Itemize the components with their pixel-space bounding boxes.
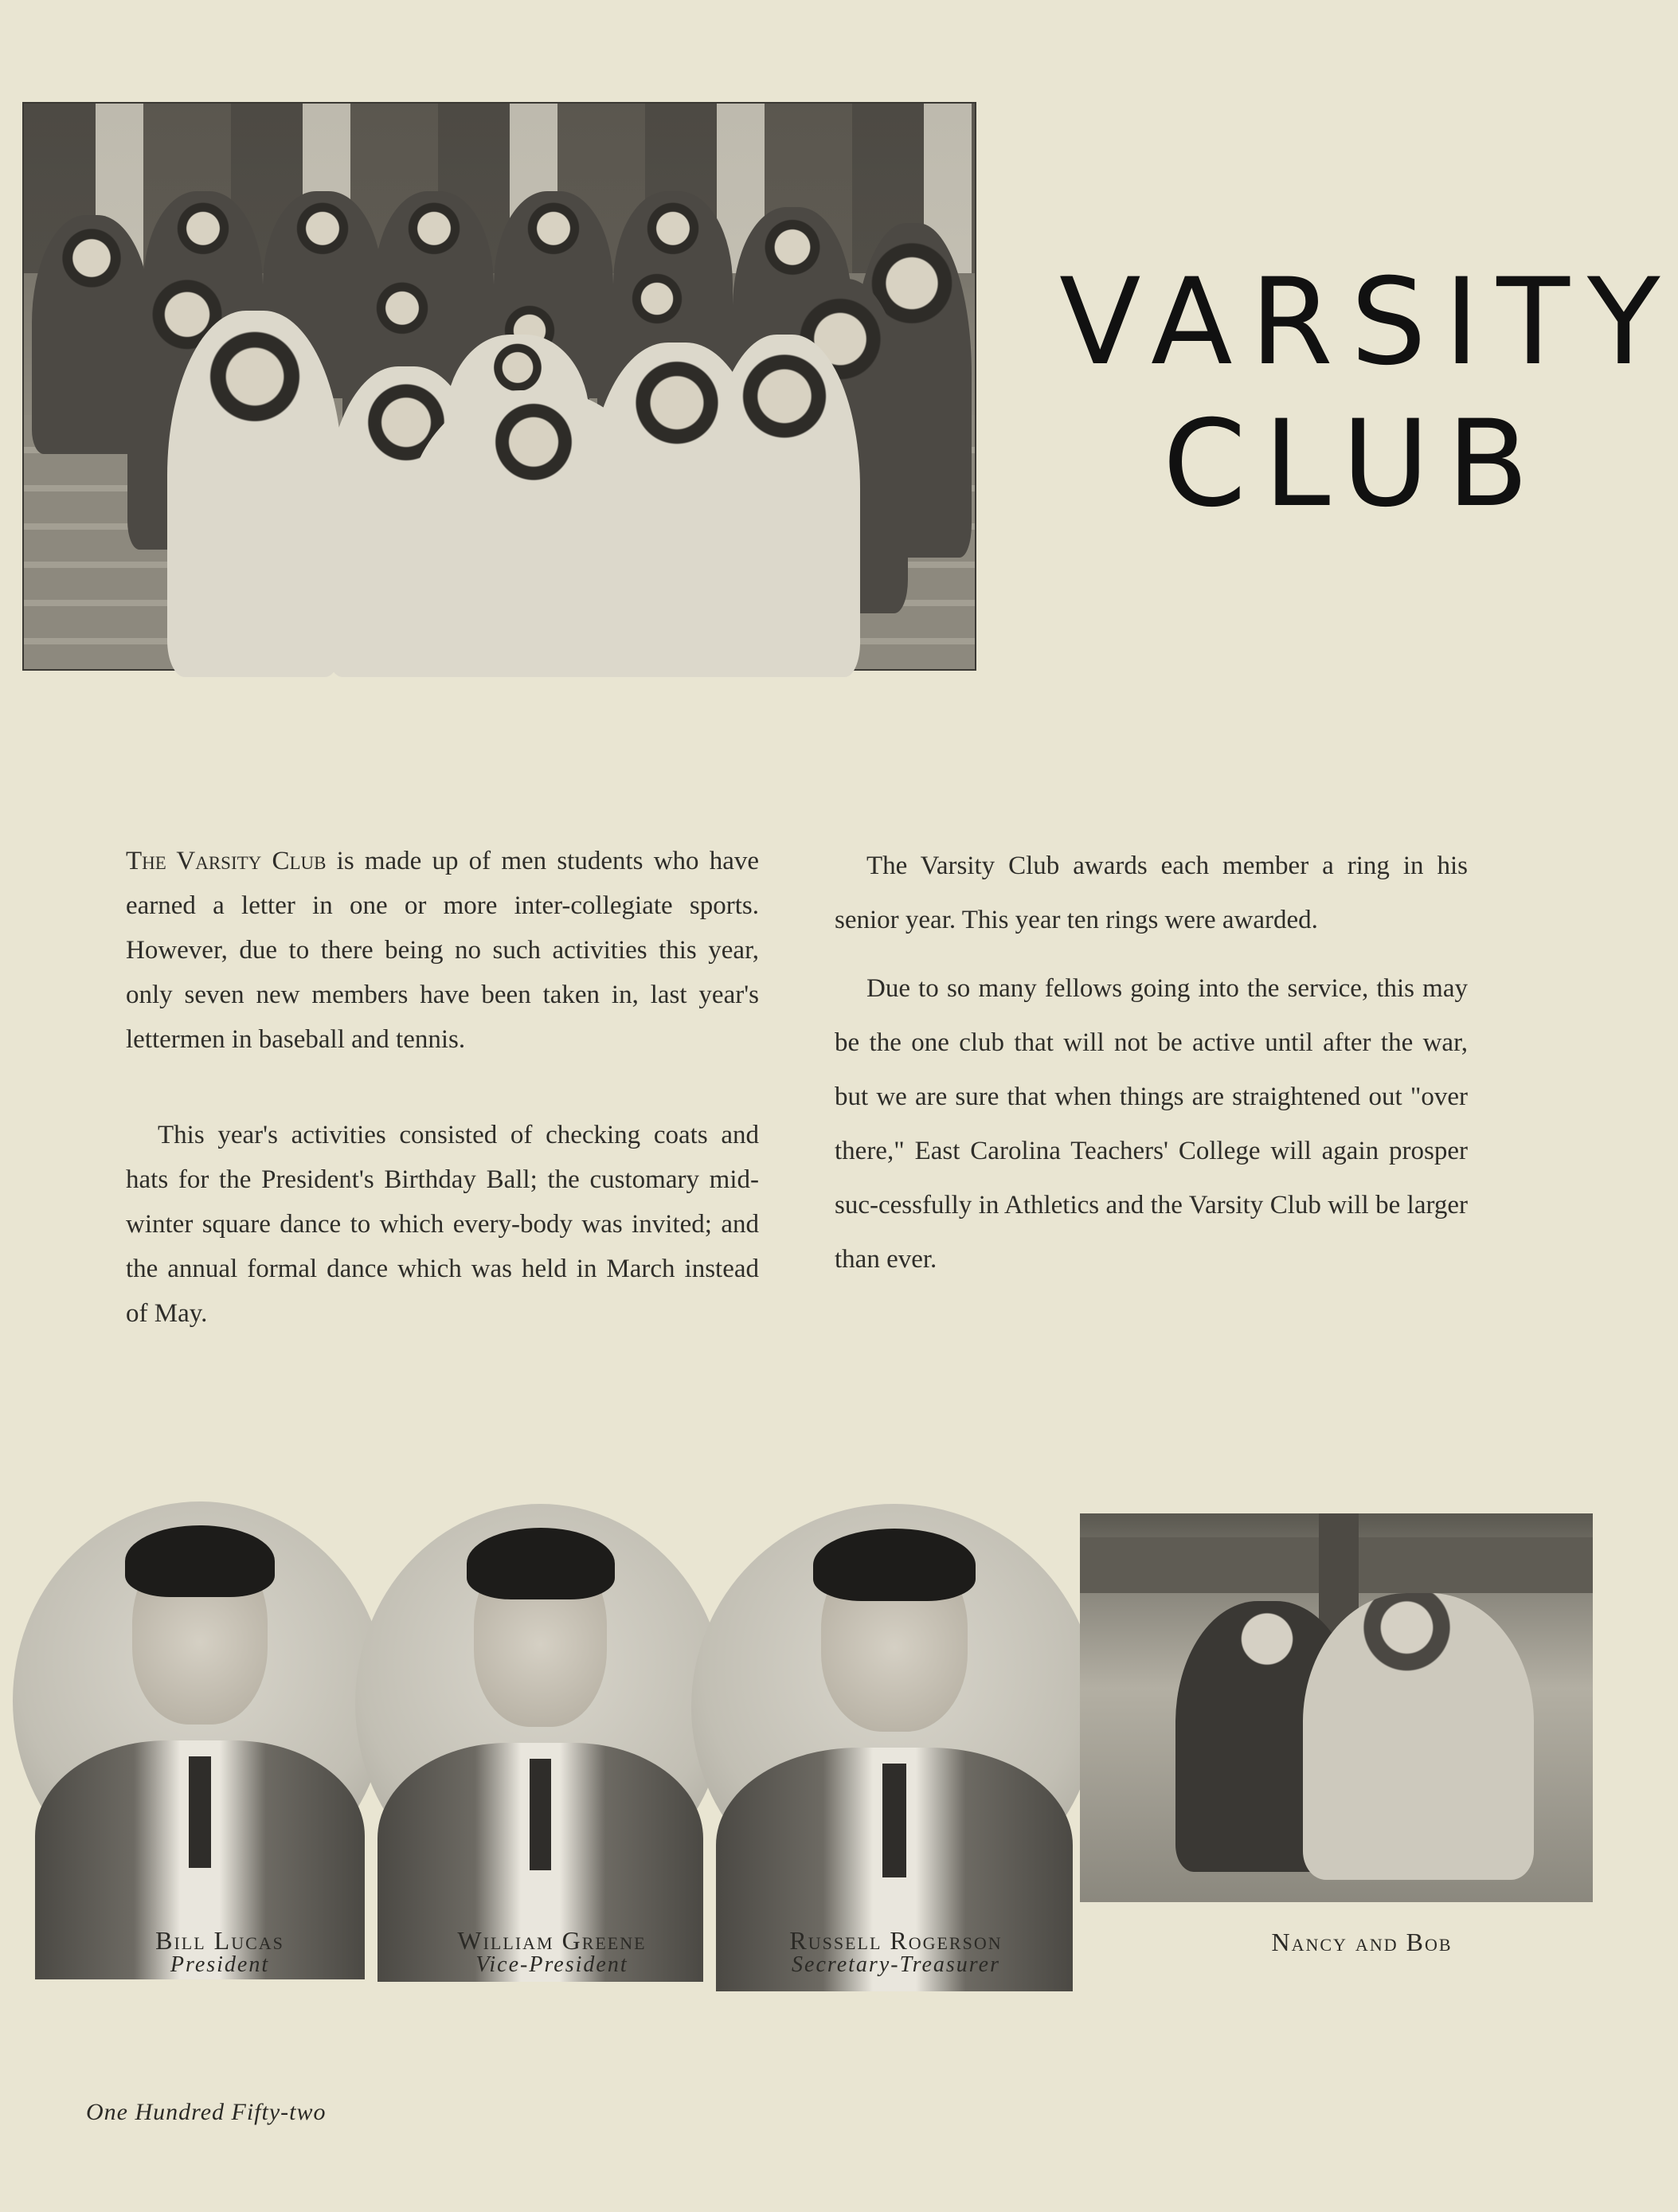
caption-name-bill-lucas: Bill Lucas (155, 1926, 284, 1955)
page-title-line2: CLUB (1163, 395, 1547, 534)
caption-name-nancy-and-bob: Nancy and Bob (1271, 1928, 1453, 1956)
portrait-tie (530, 1759, 552, 1870)
group-photo (22, 102, 976, 671)
body-col1-para2 (126, 1113, 759, 1336)
photo-figure (709, 335, 860, 677)
portrait-russell-rogerson (691, 1504, 1097, 1910)
portrait-tie (882, 1764, 907, 1877)
caption-role-bill-lucas: President (170, 1952, 270, 1977)
body-col2-para2 (835, 961, 1468, 1286)
photo-figure (167, 311, 342, 677)
page-number: One Hundred Fifty-two (86, 2099, 327, 2125)
body-text: This year's activities consisted of checking coats and hats for the President's Birthday Ball; the customary mid-winter square dance to which every-body was invited; and the annual formal dance which was held in March instead of May. (126, 1121, 759, 1328)
caption-role-russell-rogerson: Secretary-Treasurer (792, 1952, 1000, 1977)
page-title-line1: VARSITY (1059, 253, 1678, 392)
body-lead-text: The Varsity Club (126, 847, 327, 875)
caption-name-russell-rogerson: Russell Rogerson (789, 1926, 1003, 1955)
caption-role-william-greene: Vice-President (475, 1952, 628, 1977)
body-text: is made up of men students who have earned a letter in one or more inter-collegiate sports. However, due to there being no such activities this year, only seven new members have been taken in, last year's lettermen in baseball and tennis. (126, 847, 759, 1054)
couple-photo-figure (1303, 1593, 1534, 1880)
body-text: Due to so many fellows going into the service, this may be the one club that will not be active until after the war, but we are sure that when things are straightened out "over there," East Carolina Teachers' College will again prosper suc-cessfully in Athletics and the Varsity Club will be larger than ever. (835, 974, 1468, 1274)
portrait-tie (189, 1756, 211, 1868)
portrait-hair (467, 1528, 615, 1599)
caption-name-william-greene: William Greene (457, 1926, 647, 1955)
body-col2-para1 (835, 839, 1468, 947)
portrait-hair (813, 1529, 976, 1602)
portrait-william-greene (355, 1504, 726, 1902)
portrait-bill-lucas (13, 1501, 387, 1900)
body-text: The Varsity Club awards each member a ring in his senior year. This year ten rings were awarded. (835, 852, 1468, 934)
body-col1-para1 (126, 839, 759, 1062)
couple-photo (1080, 1513, 1593, 1902)
portrait-hair (125, 1525, 275, 1597)
